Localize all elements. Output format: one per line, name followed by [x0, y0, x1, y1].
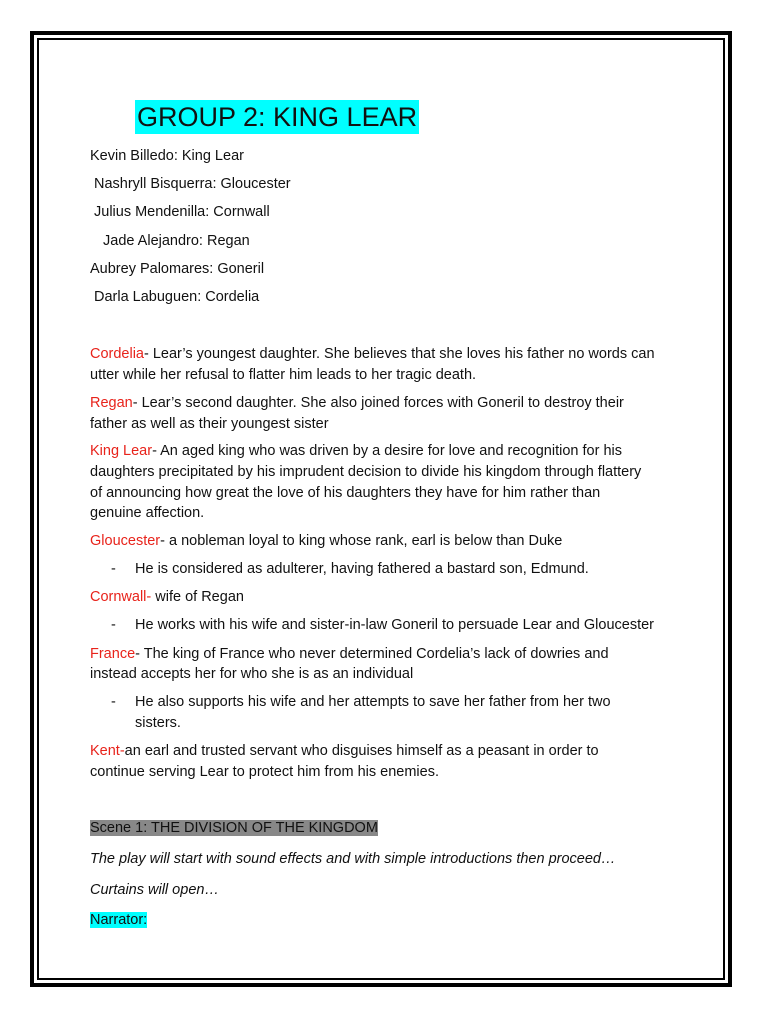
scene-heading-text: Scene 1: THE DIVISION OF THE KINGDOM: [90, 820, 378, 836]
character-description: - Lear’s second daughter. She also joined forces with Goneril to destroy their: [132, 395, 624, 411]
character-description: utter while her refusal to flatter him leads to her tragic death.: [90, 367, 477, 383]
character-france: [90, 644, 609, 665]
bullet-text: He works with his wife and sister-in-law Goneril to persuade Lear and Gloucester: [135, 617, 655, 633]
cast-item: Darla Labuguen: Cordelia: [94, 289, 260, 305]
character-kent: [90, 741, 599, 762]
character-name: King Lear: [90, 443, 153, 459]
cast-item: Julius Mendenilla: Cornwall: [94, 204, 270, 220]
bullet-dash: -: [111, 694, 116, 710]
character-description: - a nobleman loyal to king whose rank, earl is below than Duke: [160, 533, 563, 549]
character-description: instead accepts her for who she is as an individual: [90, 666, 414, 682]
character-description: continue serving Lear to protect him from his enemies.: [90, 764, 439, 780]
character-description: daughters precipitated by his imprudent decision to divide his kingdom through flattery: [90, 464, 642, 480]
bullet-dash: -: [111, 561, 116, 577]
character-name: Cornwall-: [90, 589, 152, 605]
bullet-text: He is considered as adulterer, having fathered a bastard son, Edmund.: [135, 561, 589, 577]
character-cornwall: [90, 587, 244, 608]
page-title: GROUP 2: KING LEAR: [137, 102, 418, 132]
bullet-text: He also supports his wife and her attempts to save her father from her two: [135, 694, 611, 710]
stage-direction: The play will start with sound effects and with simple introductions then proceed…: [90, 851, 616, 867]
character-description: - Lear’s youngest daughter. She believes that she loves his father no words can: [144, 346, 655, 362]
bullet-text: sisters.: [135, 715, 181, 731]
character-description: genuine affection.: [90, 505, 205, 521]
cast-item: Nashryll Bisquerra: Gloucester: [94, 176, 291, 192]
character-regan: [90, 393, 624, 414]
character-gloucester: [90, 531, 562, 552]
cast-item: Kevin Billedo: King Lear: [90, 148, 244, 164]
bullet-dash: -: [111, 617, 116, 633]
stage-direction: Curtains will open…: [90, 882, 219, 898]
cast-item: Jade Alejandro: Regan: [103, 233, 250, 249]
character-name: Regan: [90, 395, 133, 411]
character-name: Kent-: [90, 743, 125, 759]
character-cordelia: [90, 344, 655, 365]
character-king-lear: [90, 441, 622, 462]
cast-item: Aubrey Palomares: Goneril: [90, 261, 265, 277]
character-name: France: [90, 646, 136, 662]
character-description: an earl and trusted servant who disguises himself as a peasant in order to: [124, 743, 599, 759]
character-name: Cordelia: [90, 346, 144, 362]
character-description: - An aged king who was driven by a desire for love and recognition for his: [152, 443, 622, 459]
character-description: wife of Regan: [151, 589, 244, 605]
narrator-label-text: Narrator:: [90, 912, 148, 928]
character-description: of announcing how great the love of his daughters they have for him rather than: [90, 485, 601, 501]
character-description: - The king of France who never determined Cordelia’s lack of dowries and: [135, 646, 609, 662]
narrator-label: [90, 910, 147, 931]
scene-heading: [90, 818, 378, 839]
character-name: Gloucester: [90, 533, 161, 549]
character-description: father as well as their youngest sister: [90, 416, 329, 432]
